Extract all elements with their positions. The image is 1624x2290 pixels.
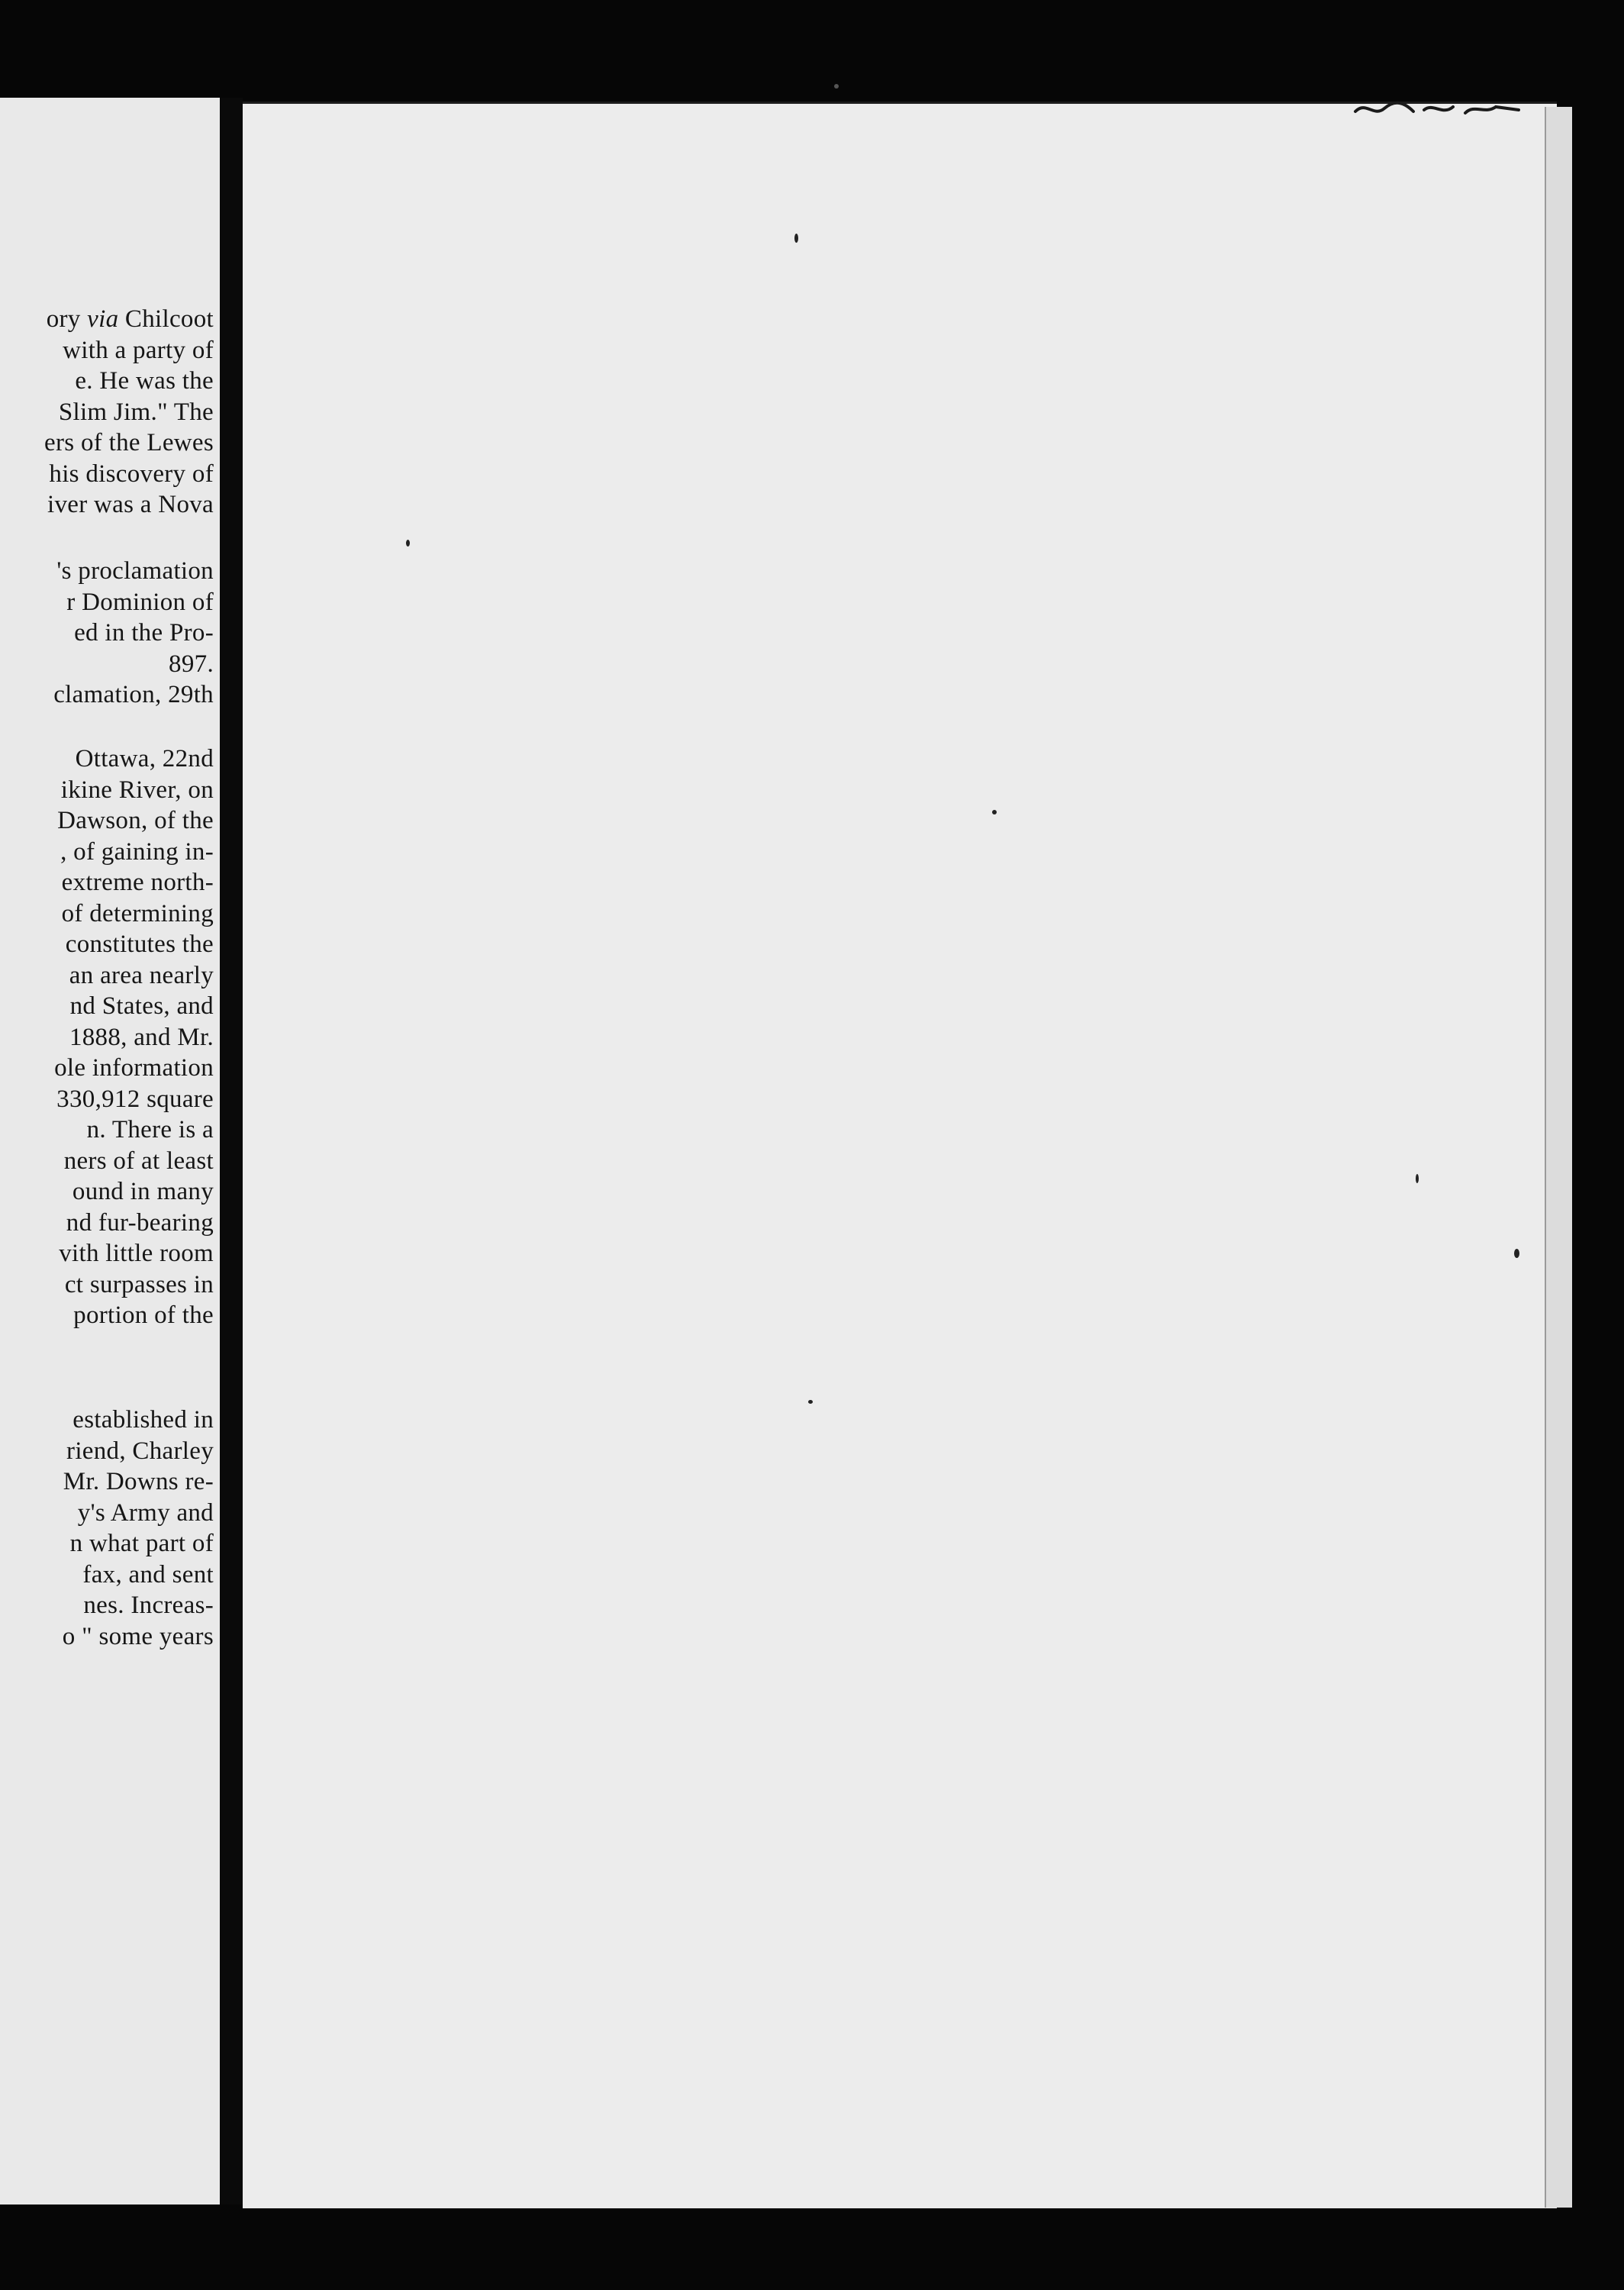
right-page-blank	[243, 102, 1557, 2208]
text-line: r Dominion of	[66, 588, 214, 616]
text-line: ory via Chilcoot	[46, 305, 214, 333]
text-line: ound in many	[72, 1178, 214, 1205]
speck-mark	[794, 234, 798, 243]
text-line: 897.	[169, 650, 214, 678]
text-line: , of gaining in-	[60, 837, 214, 866]
text-line: Dawson, of the	[57, 807, 214, 834]
text-line: ers of the Lewes	[44, 429, 214, 456]
paragraph-4	[0, 1405, 214, 1652]
text-line: of determining	[61, 899, 214, 927]
text-line: extreme north-	[61, 869, 214, 896]
text-line: nes. Increas-	[83, 1592, 214, 1619]
speck-mark	[992, 810, 997, 814]
text-line: fax, and sent	[82, 1560, 214, 1588]
paragraph-1	[0, 304, 214, 521]
text-line: 330,912 square	[56, 1085, 214, 1113]
text-line: established in	[72, 1406, 214, 1434]
text-line: ikine River, on	[60, 776, 214, 804]
text-line: ners of at least	[63, 1147, 214, 1175]
text-line: Ottawa, 22nd	[75, 745, 214, 772]
text-line: nd States, and	[69, 992, 214, 1020]
book-gutter	[220, 98, 243, 2205]
text-line: an area nearly	[69, 961, 214, 989]
text-line: n. There is a	[86, 1116, 214, 1143]
text-line: ole information	[54, 1054, 214, 1082]
left-page	[0, 98, 220, 2205]
text-line: ct surpasses in	[64, 1270, 214, 1298]
text-line: Slim Jim." The	[58, 398, 214, 426]
text-line: vith little room	[59, 1240, 214, 1267]
speck-mark	[1514, 1249, 1519, 1258]
text-line: ed in the Pro-	[74, 619, 214, 647]
text-line: with a party of	[63, 336, 214, 364]
text-line: Mr. Downs re-	[63, 1468, 214, 1495]
text-line: clamation, 29th	[53, 681, 214, 708]
speck-mark	[1416, 1174, 1419, 1183]
text-line: e. He was the	[75, 367, 214, 395]
right-page-edge	[1545, 107, 1572, 2208]
text-line: portion of the	[73, 1301, 214, 1329]
speck-mark	[406, 540, 410, 547]
text-line: constitutes the	[65, 931, 214, 958]
text-line: riend, Charley	[66, 1437, 214, 1465]
handwritten-mark	[1351, 96, 1526, 122]
speck-mark	[834, 84, 839, 89]
text-line: 's proclamation	[56, 557, 214, 585]
text-line: 1888, and Mr.	[69, 1023, 214, 1051]
speck-mark	[808, 1400, 813, 1404]
text-line: nd fur-bearing	[66, 1208, 214, 1237]
text-line: y's Army and	[77, 1498, 214, 1527]
text-line: n what part of	[69, 1530, 214, 1557]
text-line: iver was a Nova	[47, 491, 214, 518]
text-line: o " some years	[62, 1622, 214, 1650]
text-line: his discovery of	[49, 460, 214, 488]
paragraph-2	[0, 556, 214, 711]
paragraph-3	[0, 743, 214, 1331]
